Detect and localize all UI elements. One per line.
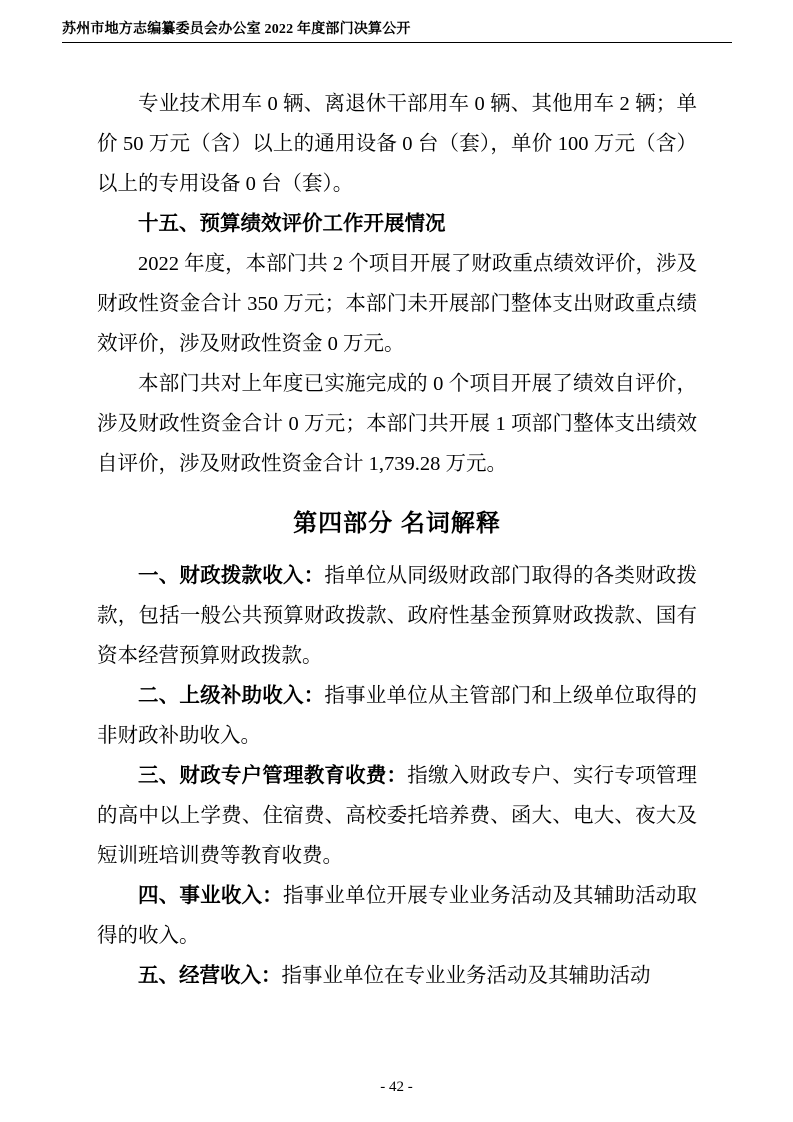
term-item-3 [97,756,697,876]
paragraph-performance-2: 本部门共对上年度已实施完成的 0 个项目开展了绩效自评价，涉及财政性资金合计 0 万元；本部门共开展 1 项部门整体支出绩效自评价，涉及财政性资金合计 1,739.28 万元。 [97,373,697,475]
page-header-title: 苏州市地方志编纂委员会办公室 2022 年度部门决算公开 [62,22,411,37]
paragraph-vehicles: 专业技术用车 0 辆、离退休干部用车 0 辆、其他用车 2 辆；单价 50 万元（含）以上的通用设备 0 台（套），单价 100 万元（含）以上的专用设备 0 台（套）。 [97,93,697,195]
document-content [97,84,697,996]
header-divider [62,42,732,43]
section-heading-15: 十五、预算绩效评价工作开展情况 [138,212,446,235]
term-item-4 [97,876,697,956]
term-text-5: 指事业单位在专业业务活动及其辅助活动 [281,965,651,987]
term-lead-3: 三、财政专户管理教育收费： [138,764,408,787]
term-item-1 [97,556,697,676]
term-lead-1: 一、财政拨款收入： [138,564,325,587]
paragraph-performance-1: 2022 年度，本部门共 2 个项目开展了财政重点绩效评价，涉及财政性资金合计 350 万元；本部门未开展部门整体支出财政重点绩效评价，涉及财政性资金 0 万元。 [97,253,697,355]
page-number: - 42 - [380,1079,413,1095]
term-item-2 [97,676,697,756]
term-lead-5: 五、经营收入： [138,964,282,987]
part-four-title: 第四部分 名词解释 [293,510,501,537]
term-lead-2: 二、上级补助收入： [138,684,325,707]
term-text-2: 指事业单位从主管部门和上级单位取得的非财政补助收入。 [97,685,698,747]
term-lead-4: 四、事业收入： [138,884,283,907]
term-text-1: 指单位从同级财政部门取得的各类财政拨款，包括一般公共预算财政拨款、政府性基金预算财政拨款、国有资本经营预算财政拨款。 [97,565,698,667]
term-text-4: 指事业单位开展专业业务活动及其辅助活动取得的收入。 [97,885,698,947]
term-item-5 [97,956,697,996]
term-text-3: 指缴入财政专户、实行专项管理的高中以上学费、住宿费、高校委托培养费、函大、电大、夜大及短训班培训费等教育收费。 [97,765,697,867]
